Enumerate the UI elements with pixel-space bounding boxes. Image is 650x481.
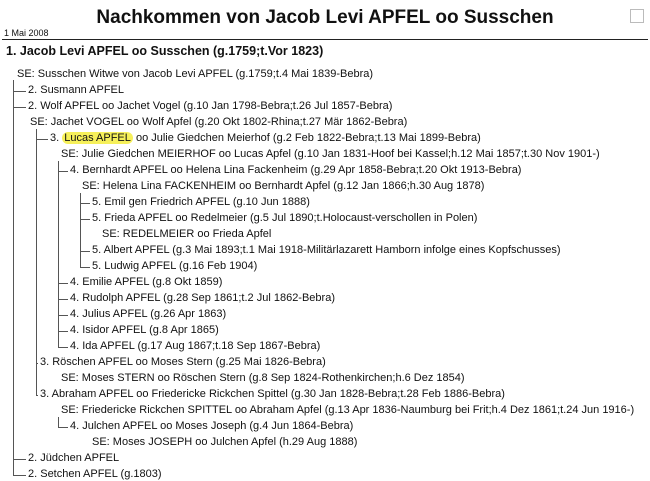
tree-entry: 4. Isidor APFEL (g.8 Apr 1865) <box>70 324 219 336</box>
tree-connector <box>13 80 14 475</box>
root-entry: 1. Jacob Levi APFEL oo Susschen (g.1759;t.Vor 1823) <box>6 44 324 58</box>
tree-entry: 5. Emil gen Friedrich APFEL (g.10 Jun 1888) <box>92 196 310 208</box>
page-title: Nachkommen von Jacob Levi APFEL oo Susschen <box>96 7 554 28</box>
tree-entry: 3. Abraham APFEL oo Friedericke Rickchen Spittel (g.30 Jan 1828-Bebra;t.28 Feb 1886-Bebra) <box>40 388 505 400</box>
header-rule <box>2 39 648 40</box>
tree-connector <box>36 395 38 396</box>
tree-connector <box>36 139 48 140</box>
tree-connector <box>80 219 90 220</box>
tree-connector <box>58 427 68 428</box>
tree-entry: SE: Susschen Witwe von Jacob Levi APFEL (g.1759;t.4 Mai 1839-Bebra) <box>17 68 374 80</box>
tree-entry: SE: Moses JOSEPH oo Julchen Apfel (h.29 Aug 1888) <box>92 436 358 448</box>
tree-connector <box>58 299 68 300</box>
tree-entry <box>50 131 481 145</box>
tree-connector <box>58 161 59 347</box>
tree-connector <box>13 107 26 108</box>
tree-entry: 2. Jüdchen APFEL <box>28 452 120 464</box>
tree-entry: 3. Röschen APFEL oo Moses Stern (g.25 Mai 1826-Bebra) <box>40 356 326 368</box>
tree-connector <box>58 283 68 284</box>
tree-entry: 2. Setchen APFEL (g.1803) <box>28 468 162 480</box>
tree-entry: 2. Susmann APFEL <box>28 84 124 96</box>
tree-connector <box>58 417 59 427</box>
tree-entry: 5. Ludwig APFEL (g.16 Feb 1904) <box>92 260 258 272</box>
tree-connector <box>58 315 68 316</box>
tree-entry: SE: Moses STERN oo Röschen Stern (g.8 Sep 1824-Rothenkirchen;h.6 Dez 1854) <box>61 372 465 384</box>
tree-entry: SE: Friedericke Rickchen SPITTEL oo Abraham Apfel (g.13 Apr 1836-Naumburg bei Frit;h.4 Dez 1861;t.24 Jun 1916-) <box>61 404 635 416</box>
tree-entry: 4. Rudolph APFEL (g.28 Sep 1861;t.2 Jul 1862-Bebra) <box>70 292 335 304</box>
entry-prefix: 3. <box>50 132 63 144</box>
tree-entry: 4. Julchen APFEL oo Moses Joseph (g.4 Jun 1864-Bebra) <box>70 420 354 432</box>
tree-connector <box>80 267 90 268</box>
tree-connector <box>80 193 81 267</box>
tree-entry: 4. Julius APFEL (g.26 Apr 1863) <box>70 308 227 320</box>
corner-mark <box>630 9 644 23</box>
tree-entry: 5. Frieda APFEL oo Redelmeier (g.5 Jul 1890;t.Holocaust-verschollen in Polen) <box>92 212 478 224</box>
tree-entry: 5. Albert APFEL (g.3 Mai 1893;t.1 Mai 1918-Militärlazarett Hamborn infolge eines Kopfschusses) <box>92 244 561 256</box>
tree-connector <box>80 251 90 252</box>
tree-entry: SE: Helena Lina FACKENHEIM oo Bernhardt Apfel (g.12 Jan 1866;h.30 Aug 1878) <box>82 180 485 192</box>
tree-connector <box>80 203 90 204</box>
report-date: 1 Mai 2008 <box>4 28 49 38</box>
tree-entry: SE: Julie Giedchen MEIERHOF oo Lucas Apfel (g.10 Jan 1831-Hoof bei Kassel;h.12 Mai 1857;t.30 Nov 1901-) <box>61 148 600 160</box>
tree-connector <box>13 475 26 476</box>
tree-connector <box>36 129 37 395</box>
entry-text: oo Julie Giedchen Meierhof (g.2 Feb 1822-Bebra;t.13 Mai 1899-Bebra) <box>132 132 481 144</box>
tree-entry: SE: Jachet VOGEL oo Wolf Apfel (g.20 Okt 1802-Rhina;t.27 Mär 1862-Bebra) <box>30 116 408 128</box>
tree-connector <box>58 171 68 172</box>
tree-connector <box>58 331 68 332</box>
tree-entry: 4. Bernhardt APFEL oo Helena Lina Fackenheim (g.29 Apr 1858-Bebra;t.20 Okt 1913-Bebra) <box>70 164 522 176</box>
tree-entry: 2. Wolf APFEL oo Jachet Vogel (g.10 Jan 1798-Bebra;t.26 Jul 1857-Bebra) <box>28 100 393 112</box>
tree-connector <box>36 363 38 364</box>
highlighted-name: Lucas APFEL <box>64 132 131 144</box>
tree-connector <box>58 347 68 348</box>
tree-connector <box>13 459 26 460</box>
tree-connector <box>13 91 26 92</box>
tree-entry: SE: REDELMEIER oo Frieda Apfel <box>102 228 272 240</box>
tree-entry: 4. Emilie APFEL (g.8 Okt 1859) <box>70 276 223 288</box>
tree-entry: 4. Ida APFEL (g.17 Aug 1867;t.18 Sep 1867-Bebra) <box>70 340 321 352</box>
